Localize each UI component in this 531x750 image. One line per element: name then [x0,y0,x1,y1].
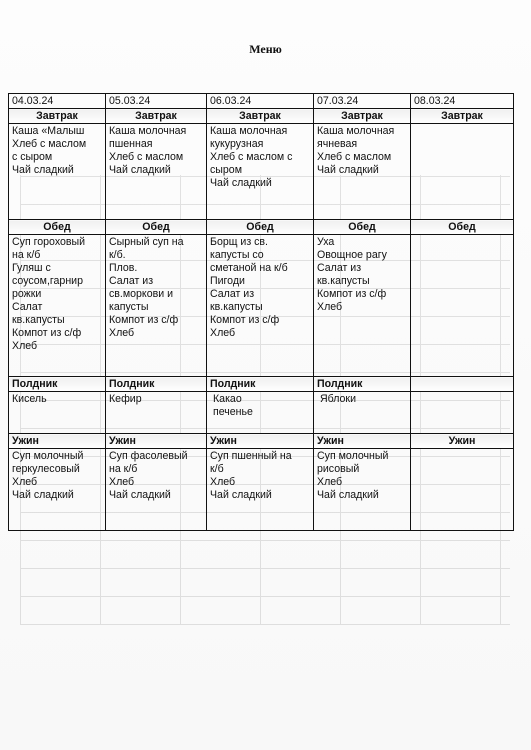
meal-items [106,392,207,434]
menu-item: Гуляш с [12,262,51,274]
menu-item: к/б. [109,249,126,261]
meal-header: Ужин [314,434,411,449]
meal-items [207,449,314,531]
meal-items [9,235,106,377]
menu-item: Салат из [317,262,362,274]
meal-items [411,124,514,220]
meal-items [106,124,207,220]
menu-item: Сырный суп на [109,236,184,248]
menu-item: Яблоки [320,393,356,405]
meal-items [411,392,514,434]
snack-items-row [9,392,514,434]
menu-item: св.моркови и [109,288,173,300]
meal-items [106,449,207,531]
date-cell: 06.03.24 [207,94,314,109]
menu-item: Компот из с/ф [317,288,387,300]
date-cell: 08.03.24 [411,94,514,109]
meal-header [411,377,514,392]
menu-item: Компот из с/ф [12,327,82,339]
menu-item: печенье [213,406,253,418]
menu-item: кв.капусты [12,314,65,326]
meal-header: Завтрак [314,109,411,124]
menu-item: Салат [12,301,43,313]
menu-item: Хлеб [12,476,38,488]
meal-header: Обед [106,220,207,235]
menu-item: капусты со [210,249,264,261]
menu-item: Хлеб [317,476,343,488]
menu-item: Уха [317,236,335,248]
page-title: Меню [249,42,282,56]
menu-item: Хлеб [109,327,135,339]
meal-header: Ужин [9,434,106,449]
menu-item: Суп пшенный на [210,450,292,462]
meal-items [314,124,411,220]
menu-item: Плов. [109,262,138,274]
menu-item: Салат из [210,288,255,300]
menu-item: Каша молочная [109,125,187,137]
meal-items [106,235,207,377]
dinner-items-row [9,449,514,531]
menu-item: Хлеб [109,476,135,488]
meal-items [411,449,514,531]
menu-item: Компот из с/ф [109,314,179,326]
dinner-header-row [9,434,514,449]
menu-item: Чай сладкий [317,489,379,501]
meal-header: Обед [9,220,106,235]
menu-item: Суп молочный [12,450,84,462]
meal-header: Завтрак [106,109,207,124]
meal-header: Полдник [9,377,106,392]
menu-item: на к/б [12,249,41,261]
menu-item: Чай сладкий [109,489,171,501]
meal-items [9,392,106,434]
meal-items [9,449,106,531]
menu-item: Борщ из св. [210,236,268,248]
meal-items [314,235,411,377]
meal-header: Ужин [207,434,314,449]
snack-header-row [9,377,514,392]
menu-item: Хлеб с маслом с [210,151,293,163]
menu-item: сыром [210,164,242,176]
menu-item: Овощное рагу [317,249,387,261]
date-cell: 07.03.24 [314,94,411,109]
menu-item: Хлеб с маслом [12,138,87,150]
meal-header: Завтрак [9,109,106,124]
menu-item: Хлеб с маслом [109,151,184,163]
meal-header: Обед [314,220,411,235]
menu-item: пшенная [109,138,153,150]
menu-item: Компот из с/ф [210,314,280,326]
menu-item: Хлеб [317,301,343,313]
meal-items [411,235,514,377]
meal-items [207,392,314,434]
menu-item: Хлеб с маслом [317,151,392,163]
menu-item: Салат из [109,275,154,287]
menu-item: кукурузная [210,138,264,150]
menu-item: Чай сладкий [317,164,379,176]
menu-item: Чай сладкий [210,177,272,189]
menu-item: Кефир [109,393,142,405]
menu-item: Пигоди [210,275,245,287]
menu-item: капусты [109,301,149,313]
menu-item: Каша «Малыш [12,125,85,137]
menu-item: рисовый [317,463,360,475]
menu-item: сметаной на к/б [210,262,288,274]
breakfast-items-row [9,124,514,220]
date-cell: 05.03.24 [106,94,207,109]
menu-item: Каша молочная [210,125,288,137]
breakfast-header-row [9,109,514,124]
meal-header: Полдник [207,377,314,392]
menu-item: Хлеб [210,476,236,488]
menu-item: Суп гороховый [12,236,86,248]
meal-items [207,235,314,377]
menu-item: кв.капусты [210,301,263,313]
menu-item: кв.капусты [317,275,370,287]
meal-items [207,124,314,220]
menu-item: Хлеб [210,327,236,339]
menu-item: рожки [12,288,42,300]
meal-header: Обед [411,220,514,235]
lunch-items-row [9,235,514,377]
meal-header: Завтрак [411,109,514,124]
meal-header: Ужин [106,434,207,449]
menu-item: Чай сладкий [210,489,272,501]
lunch-header-row [9,220,514,235]
menu-item: Суп молочный [317,450,389,462]
menu-item: Хлеб [12,340,38,352]
menu-item: Каша молочная [317,125,395,137]
menu-item: к/б [210,463,224,475]
meal-header: Завтрак [207,109,314,124]
menu-item: на к/б [109,463,138,475]
meal-header: Ужин [411,434,514,449]
menu-item: Чай сладкий [12,489,74,501]
meal-header: Обед [207,220,314,235]
menu-item: Чай сладкий [12,164,74,176]
menu-item: соусом,гарнир [12,275,83,287]
menu-table [8,93,514,531]
menu-item: ячневая [317,138,358,150]
meal-items [314,449,411,531]
meal-header: Полдник [106,377,207,392]
meal-items [9,124,106,220]
menu-item: Чай сладкий [109,164,171,176]
menu-item: Какао [213,393,242,405]
menu-item: Кисель [12,393,47,405]
menu-item: Суп фасолевый [109,450,188,462]
dates-row [9,94,514,109]
date-cell: 04.03.24 [9,94,106,109]
menu-item: с сыром [12,151,53,163]
meal-items [314,392,411,434]
menu-item: геркулесовый [12,463,80,475]
meal-header: Полдник [314,377,411,392]
